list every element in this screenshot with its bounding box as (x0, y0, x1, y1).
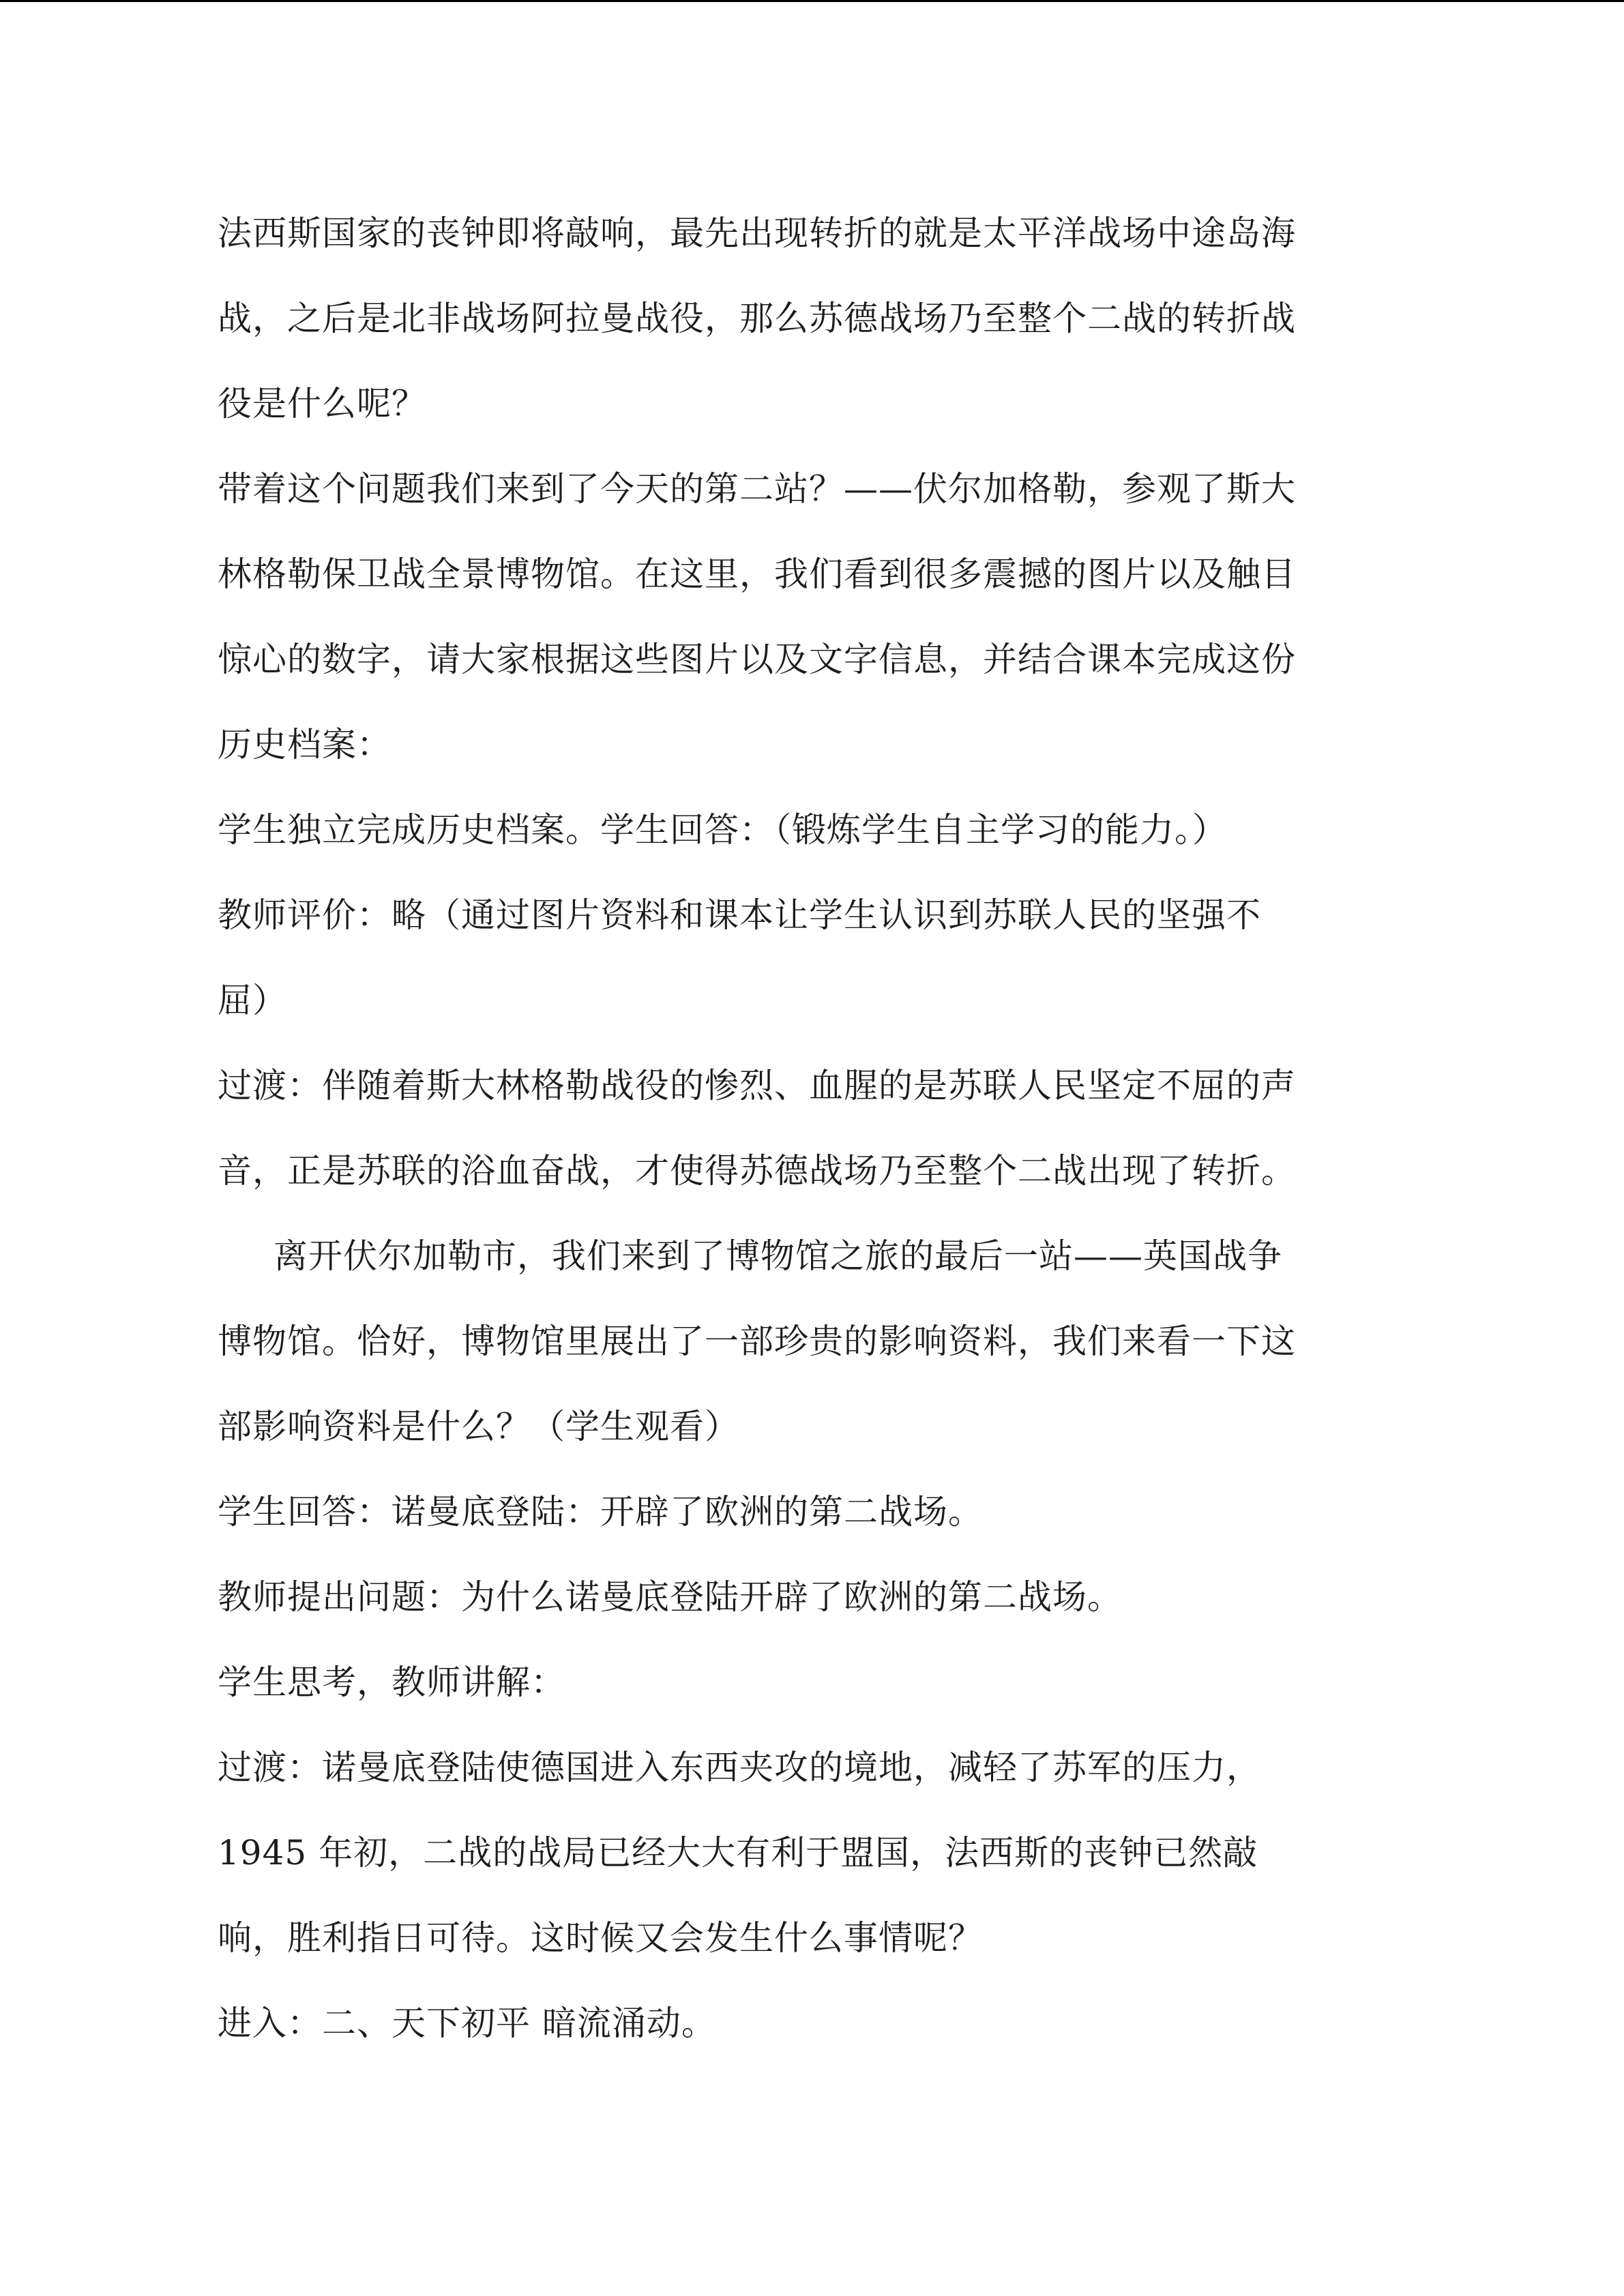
text-line-13: 离开伏尔加勒市，我们来到了博物馆之旅的最后一站——英国战争 (274, 1236, 1282, 1276)
text-line-15: 部影响资料是什么？（学生观看） (218, 1407, 739, 1446)
top-border-rule (0, 0, 1624, 2)
text-line-14: 博物馆。恰好，博物馆里展出了一部珍贵的影响资料，我们来看一下这 (218, 1322, 1296, 1361)
text-line-8: 学生独立完成历史档案。学生回答：（锻炼学生自主学习的能力。） (218, 810, 1227, 850)
text-line-16: 学生回答：诺曼底登陆：开辟了欧洲的第二战场。 (218, 1492, 983, 1532)
text-line-21: 响，胜利指日可待。这时候又会发生什么事情呢？ (218, 1918, 983, 1958)
text-line-19: 过渡：诺曼底登陆使德国进入东西夹攻的境地，减轻了苏军的压力， (218, 1748, 1261, 1787)
text-line-1: 法西斯国家的丧钟即将敲响，最先出现转折的就是太平洋战场中途岛海 (218, 213, 1296, 253)
text-line-5: 林格勒保卫战全景博物馆。在这里，我们看到很多震撼的图片以及触目 (218, 554, 1296, 594)
text-line-7: 历史档案： (218, 725, 392, 764)
text-line-3: 役是什么呢？ (218, 384, 426, 423)
text-line-20: 1945 年初，二战的战局已经大大有利于盟国，法西斯的丧钟已然敲 (218, 1833, 1258, 1873)
text-line-9: 教师评价：略（通过图片资料和课本让学生认识到苏联人民的坚强不 (218, 895, 1261, 935)
text-line-18: 学生思考，教师讲解： (218, 1663, 565, 1702)
text-line-2: 战，之后是北非战场阿拉曼战役，那么苏德战场乃至整个二战的转折战 (218, 299, 1296, 338)
text-line-12: 音，正是苏联的浴血奋战，才使得苏德战场乃至整个二战出现了转折。 (218, 1151, 1296, 1191)
text-line-22: 进入：二、天下初平 暗流涌动。 (218, 2003, 716, 2043)
text-line-10: 屈） (218, 981, 287, 1020)
text-line-17: 教师提出问题：为什么诺曼底登陆开辟了欧洲的第二战场。 (218, 1577, 1122, 1617)
text-line-6: 惊心的数字，请大家根据这些图片以及文字信息，并结合课本完成这份 (218, 640, 1296, 679)
text-line-4: 带着这个问题我们来到了今天的第二站？——伏尔加格勒，参观了斯大 (218, 469, 1296, 509)
text-line-11: 过渡：伴随着斯大林格勒战役的惨烈、血腥的是苏联人民坚定不屈的声 (218, 1066, 1296, 1105)
